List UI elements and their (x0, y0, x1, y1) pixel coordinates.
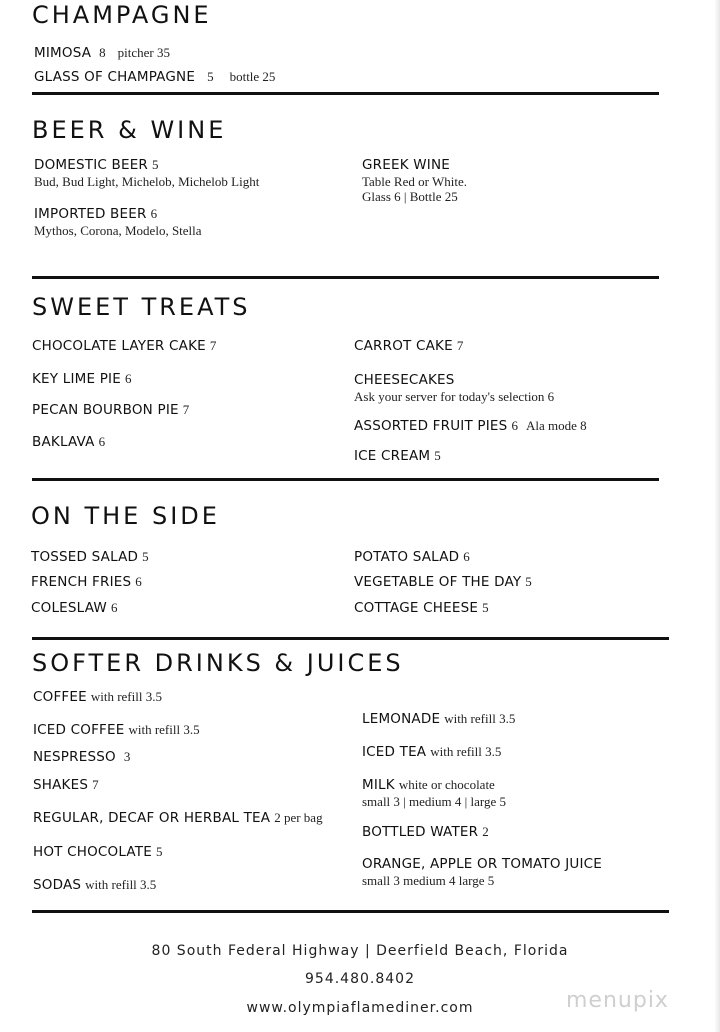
item-price: 7 (92, 777, 99, 792)
menu-item (354, 548, 470, 566)
menu-item (362, 776, 506, 809)
section-divider (32, 478, 659, 481)
item-price: 6 (110, 600, 118, 615)
item-description: Ask your server for today's selection 6 (354, 389, 555, 404)
item-name: SHAKES (33, 777, 89, 793)
item-price: with refill 3.5 (444, 711, 516, 726)
item-name: DOMESTIC BEER (34, 157, 149, 173)
menu-item (32, 433, 105, 451)
item-name: MIMOSA (34, 45, 92, 61)
item-price: with refill 3.5 (430, 744, 502, 759)
item-description: small 3 | medium 4 | large 5 (362, 794, 506, 809)
restaurant-phone: 954.480.8402 (305, 971, 415, 987)
item-name: NESPRESSO (33, 749, 116, 765)
item-name: CHEESECAKES (354, 372, 455, 388)
item-extra: Ala mode 8 (525, 418, 587, 433)
menu-item (33, 748, 130, 766)
menu-item (33, 776, 99, 794)
item-name: GLASS OF CHAMPAGNE (34, 69, 196, 85)
menu-item (32, 337, 216, 355)
item-price: 5 (142, 549, 149, 564)
item-price: 5 (434, 448, 441, 463)
item-price: 3 (123, 749, 131, 764)
item-price: with refill 3.5 (128, 722, 200, 737)
menu-item (362, 855, 602, 888)
item-name: ASSORTED FRUIT PIES (354, 418, 508, 434)
menu-item (31, 599, 117, 617)
menu-item (362, 156, 467, 204)
menu-item (33, 843, 162, 861)
menu-item (354, 371, 554, 404)
section-title-beer-wine: BEER & WINE (32, 116, 227, 144)
item-name: REGULAR, DECAF OR HERBAL TEA (33, 810, 271, 826)
menu-item (33, 688, 162, 706)
menu-item (354, 447, 441, 465)
menupix-watermark: menupix (566, 988, 669, 1013)
item-name: BAKLAVA (32, 434, 95, 450)
item-name: KEY LIME PIE (32, 371, 121, 387)
item-price: with refill 3.5 (85, 877, 157, 892)
menu-item (32, 370, 131, 388)
page-edge-shadow (714, 0, 720, 1032)
item-price: 6 (463, 549, 470, 564)
item-price: 6 (124, 371, 132, 386)
item-price: 7 (209, 338, 217, 353)
menu-item (31, 548, 149, 566)
menu-item (362, 743, 501, 761)
menu-item (354, 417, 587, 435)
menu-item (34, 44, 170, 62)
item-description: small 3 medium 4 large 5 (362, 873, 495, 888)
item-price: 6 (135, 574, 142, 589)
item-price: 5 (152, 157, 159, 172)
section-title-on-the-side: ON THE SIDE (31, 502, 220, 530)
restaurant-address: 80 South Federal Highway | Deerfield Beach, Florida (151, 943, 569, 959)
item-price: 5 (482, 600, 489, 615)
item-name: GREEK WINE (362, 157, 451, 173)
item-description: Bud, Bud Light, Michelob, Michelob Light (34, 174, 260, 189)
item-price: with refill 3.5 (90, 689, 162, 704)
restaurant-website: www.olympiaflamediner.com (246, 1000, 474, 1016)
item-name: ICED COFFEE (33, 722, 125, 738)
item-name: IMPORTED BEER (34, 206, 147, 222)
item-price: 7 (182, 402, 190, 417)
item-name: ORANGE, APPLE OR TOMATO JUICE (362, 856, 602, 872)
item-name: POTATO SALAD (354, 549, 460, 565)
item-name: LEMONADE (362, 711, 441, 727)
item-price: 5 (525, 574, 532, 589)
section-title-champagne: CHAMPAGNE (32, 1, 212, 29)
item-extra: bottle 25 (229, 69, 276, 84)
item-price: 2 (482, 824, 489, 839)
item-name: BOTTLED WATER (362, 824, 479, 840)
item-price: 7 (456, 338, 464, 353)
menu-item (362, 823, 489, 841)
item-extra: pitcher 35 (117, 45, 171, 60)
item-name: CHOCOLATE LAYER CAKE (32, 338, 206, 354)
item-name: COTTAGE CHEESE (354, 600, 479, 616)
item-name: CARROT CAKE (354, 338, 453, 354)
item-price: 6 (511, 418, 518, 433)
menu-item (33, 809, 323, 827)
menu-item (32, 401, 189, 419)
item-price: 5 (155, 844, 163, 859)
section-divider (32, 637, 669, 640)
item-name: VEGETABLE OF THE DAY (354, 574, 522, 590)
menu-item (31, 573, 142, 591)
item-price: 8 (99, 45, 106, 60)
item-price: 2 per bag (274, 810, 323, 825)
item-name: ICED TEA (362, 744, 427, 760)
item-price: 6 (98, 434, 106, 449)
item-price: 6 (150, 206, 158, 221)
menu-item (34, 205, 202, 238)
menu-item (354, 573, 532, 591)
menu-item (354, 599, 489, 617)
menu-item (33, 876, 156, 894)
menu-item (362, 710, 515, 728)
item-description: Mythos, Corona, Modelo, Stella (34, 223, 202, 238)
section-divider (32, 276, 659, 279)
item-name: MILK (362, 777, 395, 793)
item-price: white or chocolate (398, 777, 495, 792)
item-name: PECAN BOURBON PIE (32, 402, 179, 418)
menu-item (33, 721, 200, 739)
menu-item (354, 337, 463, 355)
item-price: 5 (207, 69, 214, 84)
item-description: Table Red or White. (362, 174, 467, 189)
menu-item (34, 156, 259, 189)
menu-item (34, 68, 275, 86)
item-name: FRENCH FRIES (31, 574, 132, 590)
section-title-drinks: SOFTER DRINKS & JUICES (32, 649, 404, 677)
section-divider (32, 910, 669, 913)
item-description: Glass 6 | Bottle 25 (362, 189, 458, 204)
section-divider (32, 92, 659, 95)
item-name: SODAS (33, 877, 82, 893)
item-name: COFFEE (33, 689, 87, 705)
section-title-sweet-treats: SWEET TREATS (32, 293, 251, 321)
item-name: TOSSED SALAD (31, 549, 139, 565)
item-name: HOT CHOCOLATE (33, 844, 152, 860)
item-name: ICE CREAM (354, 448, 431, 464)
item-name: COLESLAW (31, 600, 107, 616)
